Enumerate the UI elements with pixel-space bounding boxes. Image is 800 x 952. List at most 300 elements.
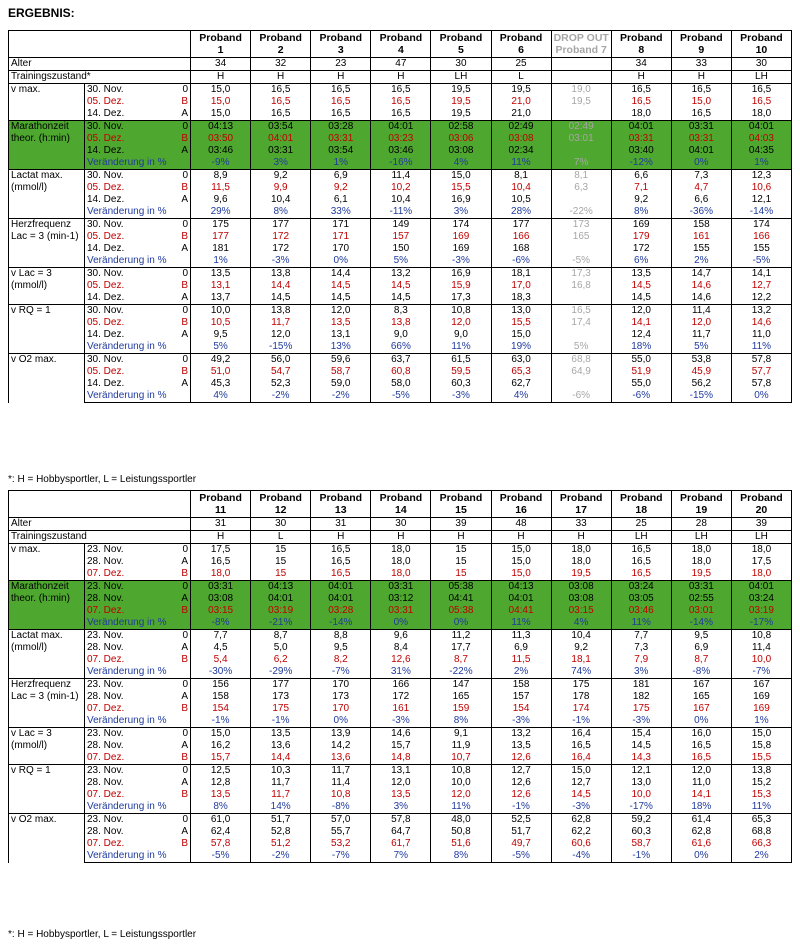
value-cell: -6% (611, 390, 671, 403)
header-line-1: DROP OUT (553, 32, 609, 44)
value-cell: 16,5 (671, 108, 731, 121)
value-cell: 61,6 (671, 838, 731, 850)
value-cell: -1% (611, 850, 671, 863)
value-cell: 157 (491, 691, 551, 703)
value-cell: 51,7 (251, 814, 311, 827)
value-cell: -11% (371, 206, 431, 219)
alter-value: 32 (251, 58, 311, 71)
value-cell: 16,5 (671, 84, 731, 97)
value-cell: 60,8 (371, 366, 431, 378)
value-cell: 8% (251, 206, 311, 219)
value-cell: 10,0 (431, 777, 491, 789)
value-cell: 21,0 (491, 96, 551, 108)
value-cell: 53,8 (671, 354, 731, 367)
row-date: 28. Nov. (87, 740, 124, 751)
header-proband-4 (371, 31, 431, 58)
value-cell: 18,0 (671, 544, 731, 557)
value-cell: 13,5 (491, 740, 551, 752)
value-cell: 5% (551, 341, 611, 354)
value-cell: 16,5 (611, 84, 671, 97)
row-date: 28. Nov. (87, 556, 124, 567)
value-cell: 13,5 (371, 789, 431, 801)
value-cell: 150 (371, 243, 431, 255)
value-cell: 11,7 (251, 789, 311, 801)
header-line-2: 11 (215, 504, 227, 516)
value-cell: 13,8 (371, 317, 431, 329)
row-code: A (149, 826, 191, 838)
value-cell: 19,5 (671, 568, 731, 581)
value-cell: 18,0 (611, 108, 671, 121)
header-line-1: Proband (199, 32, 242, 44)
value-cell: 155 (671, 243, 731, 255)
value-cell: 169 (731, 691, 791, 703)
value-cell: 6,6 (611, 170, 671, 183)
value-cell: 04:01 (611, 121, 671, 134)
group-label: v Lac = 3 (mmol/l) (9, 268, 85, 305)
row-code: B (149, 96, 191, 108)
value-cell: 04:01 (311, 593, 371, 605)
value-cell: 10,5 (491, 194, 551, 206)
header-blank (9, 31, 191, 58)
row-date: 07. Dez. (87, 568, 125, 579)
value-cell: 19,0 (551, 84, 611, 97)
change-label: Veränderung in % (85, 390, 191, 403)
value-cell: 161 (371, 703, 431, 715)
zustand-value: LH (731, 71, 791, 84)
value-cell: 10,3 (251, 765, 311, 778)
header-line-2: 18 (635, 504, 648, 516)
value-cell: 03:24 (611, 581, 671, 594)
value-cell: 62,2 (551, 826, 611, 838)
row-code: B (149, 752, 191, 765)
row-date: 05. Dez. (85, 133, 149, 145)
group-label: v O2 max. (9, 354, 85, 403)
zustand-value (551, 71, 611, 84)
header-proband-5 (431, 491, 491, 518)
value-cell: 03:31 (371, 581, 431, 594)
value-cell: 10,4 (371, 194, 431, 206)
value-cell: 0% (671, 850, 731, 863)
value-cell: 59,5 (431, 366, 491, 378)
value-cell: 03:05 (611, 593, 671, 605)
row-code: B (149, 654, 191, 666)
value-cell: 15 (431, 568, 491, 581)
row-code: B (149, 366, 191, 378)
value-cell: -1% (191, 715, 251, 728)
value-cell: 15,2 (731, 777, 791, 789)
row-date: 05. Dez. (87, 182, 125, 193)
value-cell: 9,5 (191, 329, 251, 341)
value-cell: 171 (311, 231, 371, 243)
header-line-2: 9 (698, 44, 705, 56)
value-cell: 15,0 (191, 84, 251, 97)
value-cell: 12,2 (731, 292, 791, 305)
value-cell: 58,7 (611, 838, 671, 850)
header-line-1: Proband (319, 492, 363, 504)
value-cell: 15,3 (731, 789, 791, 801)
value-cell: 14,3 (611, 752, 671, 765)
value-cell: 16,5 (371, 96, 431, 108)
zustand-value: H (191, 531, 251, 544)
value-cell: 19% (491, 341, 551, 354)
value-cell: 14,5 (611, 292, 671, 305)
header-line-1: Proband (439, 492, 483, 504)
value-cell: 6,9 (491, 642, 551, 654)
value-cell: -12% (611, 157, 671, 170)
value-cell: -7% (311, 850, 371, 863)
value-cell: 178 (551, 691, 611, 703)
value-cell: 0% (371, 617, 431, 630)
value-cell: 59,2 (611, 814, 671, 827)
value-cell: -3% (551, 801, 611, 814)
value-cell: 11,7 (251, 317, 311, 329)
value-cell: 56,2 (671, 378, 731, 390)
value-cell: 68,8 (551, 354, 611, 367)
zustand-value: L (491, 71, 551, 84)
value-cell: 16,5 (191, 556, 251, 568)
alter-value: 33 (671, 58, 731, 71)
value-cell: 18,0 (731, 544, 791, 557)
row-date: 23. Nov. (85, 679, 149, 692)
value-cell: 16,5 (311, 544, 371, 557)
value-cell: 182 (611, 691, 671, 703)
value-cell: 15,5 (491, 317, 551, 329)
value-cell: 15,0 (491, 568, 551, 581)
value-cell: 9,6 (191, 194, 251, 206)
header-line-2: 13 (334, 504, 347, 516)
value-cell: 04:01 (671, 145, 731, 157)
value-cell: 04:41 (431, 593, 491, 605)
row-date: 05. Dez. (87, 317, 125, 328)
footnote-2: *: H = Hobbysportler, L = Leistungssportler (8, 929, 197, 940)
value-cell: 68,8 (731, 826, 791, 838)
value-cell: 03:28 (311, 605, 371, 617)
value-cell: 7,7 (191, 630, 251, 643)
value-cell: 17,3 (431, 292, 491, 305)
header-proband-1 (191, 31, 251, 58)
value-cell: 49,7 (491, 838, 551, 850)
value-cell: 16,8 (551, 280, 611, 292)
value-cell: -5% (371, 390, 431, 403)
value-cell: 18,1 (491, 268, 551, 281)
value-cell: 04:01 (311, 581, 371, 594)
row-date: 07. Dez. (87, 654, 125, 665)
header-line-1: Proband (379, 32, 423, 44)
row-date: 30. Nov. (85, 84, 149, 97)
header-line-1: Proband (259, 32, 302, 44)
value-cell: -2% (311, 390, 371, 403)
value-cell: 12,0 (371, 777, 431, 789)
value-cell: 10,8 (431, 305, 491, 318)
header-line-1: Proband (439, 32, 483, 44)
value-cell: 17,5 (191, 544, 251, 557)
value-cell: 3% (251, 157, 311, 170)
row-date: 14. Dez. (87, 108, 125, 119)
value-cell: -5% (191, 850, 251, 863)
value-cell: 13,8 (251, 305, 311, 318)
value-cell: 18,0 (371, 556, 431, 568)
value-cell (551, 145, 611, 157)
row-code: A (149, 378, 191, 390)
value-cell: 5% (671, 341, 731, 354)
value-cell: 16,5 (371, 84, 431, 97)
value-cell: 19,5 (431, 84, 491, 97)
value-cell: 169 (431, 243, 491, 255)
value-cell: 7% (371, 850, 431, 863)
row-code: A (149, 194, 191, 206)
value-cell: 04:01 (491, 593, 551, 605)
value-cell: 03:08 (551, 593, 611, 605)
value-cell: 61,5 (431, 354, 491, 367)
value-cell: 11% (491, 617, 551, 630)
value-cell: 2% (731, 850, 791, 863)
value-cell: 15,8 (731, 740, 791, 752)
value-cell: 14,1 (611, 317, 671, 329)
row-date: 28. Nov. (87, 777, 124, 788)
value-cell: 11,9 (431, 740, 491, 752)
value-cell: 50,8 (431, 826, 491, 838)
value-cell (551, 292, 611, 305)
value-cell: 172 (611, 243, 671, 255)
value-cell: 7% (551, 157, 611, 170)
value-cell: -14% (671, 617, 731, 630)
header-blank (9, 491, 191, 518)
value-cell: 11% (491, 157, 551, 170)
value-cell: 03:08 (491, 133, 551, 145)
value-cell: 15,0 (431, 170, 491, 183)
value-cell: 18,0 (671, 556, 731, 568)
value-cell: 05:38 (431, 605, 491, 617)
row-date: 30. Nov. (85, 219, 149, 232)
value-cell: 167 (731, 679, 791, 692)
value-cell: 18,0 (731, 108, 791, 121)
header-line-2: 4 (397, 44, 404, 56)
value-cell: 16,5 (731, 84, 791, 97)
results-table-2 (8, 490, 792, 863)
row-date: 30. Nov. (85, 121, 149, 134)
row-code: 0 (149, 121, 191, 134)
value-cell: 15,0 (491, 556, 551, 568)
value-cell: 161 (671, 231, 731, 243)
value-cell: -2% (251, 850, 311, 863)
change-label: Veränderung in % (85, 801, 191, 814)
value-cell: 16,5 (671, 740, 731, 752)
value-cell (551, 108, 611, 121)
value-cell: 12,3 (731, 170, 791, 183)
row-date: 14. Dez. (87, 243, 125, 254)
value-cell: 174 (431, 219, 491, 232)
value-cell: 16,5 (611, 96, 671, 108)
value-cell: 14,5 (551, 789, 611, 801)
value-cell: 10,8 (311, 789, 371, 801)
value-cell: 181 (191, 243, 251, 255)
alter-value: 25 (491, 58, 551, 71)
zustand-value: LH (671, 531, 731, 544)
header-proband-6 (491, 491, 551, 518)
value-cell: 62,7 (491, 378, 551, 390)
value-cell: 158 (191, 691, 251, 703)
value-cell: 4% (551, 617, 611, 630)
row-code: A (149, 593, 191, 605)
header-proband-4 (371, 491, 431, 518)
value-cell: 14,5 (251, 292, 311, 305)
value-cell: 65,3 (491, 366, 551, 378)
value-cell: 13,5 (611, 268, 671, 281)
value-cell: 14,5 (611, 740, 671, 752)
value-cell: 15,7 (191, 752, 251, 765)
value-cell: 158 (671, 219, 731, 232)
alter-value: 30 (251, 518, 311, 531)
value-cell: 13,1 (191, 280, 251, 292)
row-date: 07. Dez. (87, 789, 125, 800)
value-cell: 45,9 (671, 366, 731, 378)
value-cell: 03:31 (311, 133, 371, 145)
value-cell: 64,7 (371, 826, 431, 838)
value-cell: 12,6 (491, 789, 551, 801)
value-cell: 10,4 (251, 194, 311, 206)
value-cell: 154 (191, 703, 251, 715)
header-line-1: Proband (740, 492, 783, 504)
value-cell: 10,7 (431, 752, 491, 765)
value-cell: 12,5 (191, 765, 251, 778)
value-cell: 12,6 (491, 752, 551, 765)
zustand-value: L (251, 531, 311, 544)
value-cell: -3% (371, 715, 431, 728)
value-cell: 165 (671, 691, 731, 703)
value-cell: 03:54 (251, 121, 311, 134)
value-cell: 179 (611, 231, 671, 243)
value-cell: 3% (371, 801, 431, 814)
value-cell: 15,0 (191, 728, 251, 741)
header-line-2: 3 (337, 44, 344, 56)
header-line-2: 14 (395, 504, 407, 516)
group-label: v Lac = 3 (mmol/l) (9, 728, 85, 765)
header-line-2: Proband 7 (555, 44, 607, 56)
header-proband-7 (551, 491, 611, 518)
value-cell: 15 (251, 568, 311, 581)
value-cell: 33% (311, 206, 371, 219)
value-cell: 13,0 (491, 305, 551, 318)
header-line-2: 8 (638, 44, 645, 56)
value-cell: -7% (311, 666, 371, 679)
value-cell: 149 (371, 219, 431, 232)
value-cell: 04:01 (731, 581, 791, 594)
row-code: A (149, 108, 191, 121)
value-cell: 10,8 (431, 765, 491, 778)
value-cell: 18,0 (371, 568, 431, 581)
value-cell: 11,3 (491, 630, 551, 643)
value-cell: 03:15 (551, 605, 611, 617)
value-cell: 14,5 (311, 292, 371, 305)
row-code: B (149, 605, 191, 617)
row-date: 05. Dez. (87, 280, 125, 291)
value-cell: 9,0 (431, 329, 491, 341)
value-cell: 15,9 (431, 280, 491, 292)
zustand-value: LH (731, 531, 791, 544)
alter-value: 33 (551, 518, 611, 531)
value-cell: 03:31 (611, 133, 671, 145)
value-cell: 11,4 (731, 642, 791, 654)
header-line-1: Proband (259, 492, 302, 504)
value-cell: 5,4 (191, 654, 251, 666)
value-cell: 04:35 (731, 145, 791, 157)
value-cell: 11,7 (671, 329, 731, 341)
value-cell: 03:50 (191, 133, 251, 145)
value-cell: 13,2 (491, 728, 551, 741)
alter-value: 28 (671, 518, 731, 531)
value-cell: 12,7 (491, 765, 551, 778)
value-cell: 15,0 (191, 108, 251, 121)
value-cell (551, 243, 611, 255)
zustand-value: H (311, 71, 371, 84)
zustand-label: Trainingszustand (9, 531, 191, 544)
value-cell: 18,0 (191, 568, 251, 581)
value-cell: 57,8 (191, 838, 251, 850)
value-cell: 62,4 (191, 826, 251, 838)
value-cell: 58,0 (371, 378, 431, 390)
value-cell: 4,5 (191, 642, 251, 654)
row-date: 14. Dez. (87, 329, 125, 340)
zustand-value: H (491, 531, 551, 544)
value-cell: 13,2 (731, 305, 791, 318)
header-proband-9 (671, 491, 731, 518)
value-cell: 11,4 (311, 777, 371, 789)
value-cell: 165 (431, 691, 491, 703)
value-cell: 04:01 (371, 121, 431, 134)
value-cell: 11% (731, 801, 791, 814)
value-cell: 11,4 (671, 305, 731, 318)
alter-value: 31 (191, 518, 251, 531)
row-date: 14. Dez. (87, 194, 125, 205)
value-cell: 03:19 (251, 605, 311, 617)
value-cell: 03:31 (191, 581, 251, 594)
change-label: Veränderung in % (85, 715, 191, 728)
row-date: 23. Nov. (85, 765, 149, 778)
value-cell: 173 (551, 219, 611, 232)
row-code: 0 (149, 630, 191, 643)
row-date: 14. Dez. (85, 145, 149, 157)
value-cell: 60,6 (551, 838, 611, 850)
value-cell: 55,0 (611, 378, 671, 390)
value-cell: 15 (431, 556, 491, 568)
header-line-2: 12 (274, 504, 287, 516)
value-cell: 63,7 (371, 354, 431, 367)
header-line-2: 10 (755, 44, 768, 56)
value-cell: 18,1 (551, 654, 611, 666)
value-cell: 8,9 (191, 170, 251, 183)
value-cell: -1% (491, 801, 551, 814)
value-cell: 165 (551, 231, 611, 243)
zustand-value: H (371, 71, 431, 84)
row-date: 23. Nov. (85, 728, 149, 741)
row-date: 30. Nov. (85, 170, 149, 183)
value-cell: 172 (371, 691, 431, 703)
value-cell: -3% (251, 255, 311, 268)
row-code: A (149, 243, 191, 255)
row-date: 23. Nov. (85, 814, 149, 827)
change-label: Veränderung in % (85, 206, 191, 219)
row-date: 28. Nov. (87, 642, 124, 653)
group-label: v O2 max. (9, 814, 85, 863)
header-line-1: Proband (740, 32, 783, 44)
value-cell: 6,6 (671, 194, 731, 206)
value-cell: 15,5 (431, 182, 491, 194)
value-cell: 9,5 (311, 642, 371, 654)
value-cell: 49,2 (191, 354, 251, 367)
row-code: B (149, 182, 191, 194)
value-cell: 04:13 (491, 581, 551, 594)
value-cell: 14,2 (311, 740, 371, 752)
